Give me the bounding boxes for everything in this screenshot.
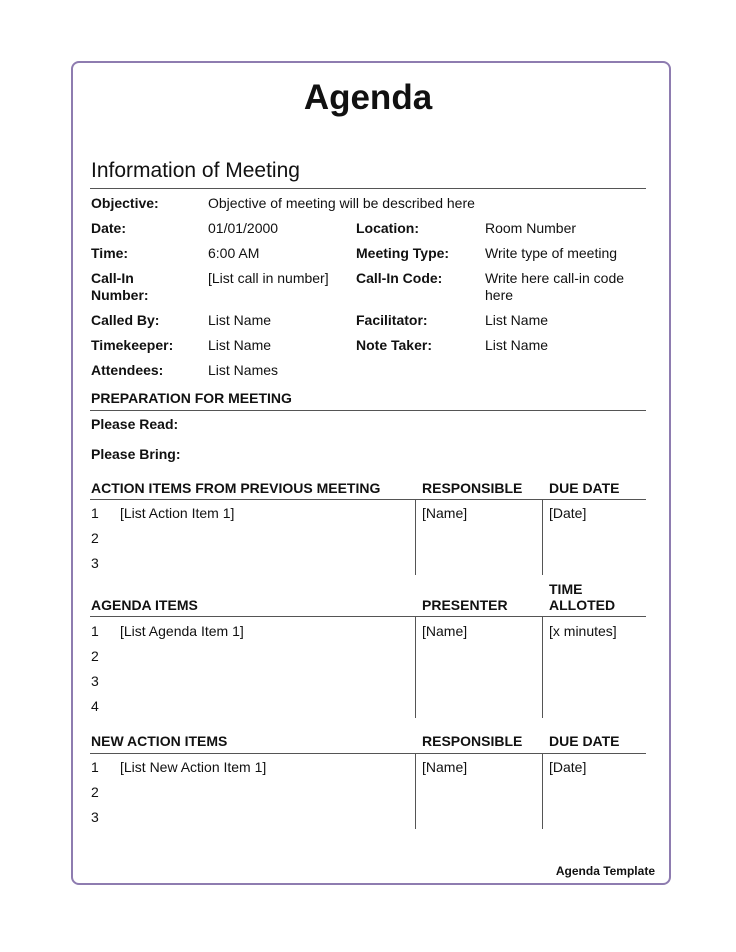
column-divider <box>542 754 543 829</box>
footer-label: Agenda Template <box>555 864 655 878</box>
time-value: 6:00 AM <box>208 245 260 261</box>
responsible-name: [Name] <box>422 759 468 775</box>
date-label: Date: <box>91 220 127 236</box>
row-number: 3 <box>91 809 99 825</box>
column-divider <box>415 617 416 718</box>
called-by-label: Called By: <box>91 312 160 328</box>
time-label: Time: <box>91 245 129 261</box>
page-title: Agenda <box>303 78 433 117</box>
row-number: 3 <box>91 673 99 689</box>
meeting-type-label: Meeting Type: <box>356 245 450 261</box>
row-number: 1 <box>91 505 99 521</box>
presenter-header: PRESENTER <box>422 597 508 613</box>
row-number: 2 <box>91 648 99 664</box>
action-item: [List Action Item 1] <box>120 505 235 521</box>
new-actions-divider <box>90 753 646 754</box>
callin-number-value: [List call in number] <box>208 270 329 286</box>
new-action-item: [List New Action Item 1] <box>120 759 267 775</box>
column-divider <box>542 500 543 575</box>
time-alloted: [x minutes] <box>549 623 617 639</box>
previous-responsible-header: RESPONSIBLE <box>422 480 523 496</box>
info-divider <box>90 188 646 189</box>
presenter-name: [Name] <box>422 623 468 639</box>
row-number: 4 <box>91 698 99 714</box>
location-label: Location: <box>356 220 419 236</box>
timekeeper-value: List Name <box>208 337 272 353</box>
alloted-header: ALLOTED <box>549 597 616 613</box>
info-heading: Information of Meeting <box>91 159 300 182</box>
agenda-item: [List Agenda Item 1] <box>120 623 244 639</box>
agenda-items-header: AGENDA ITEMS <box>91 597 198 613</box>
due-date: [Date] <box>549 759 587 775</box>
location-value: Room Number <box>485 220 577 236</box>
objective-label: Objective: <box>91 195 159 211</box>
note-taker-label: Note Taker: <box>356 337 432 353</box>
please-read-label: Please Read: <box>91 416 179 432</box>
callin-number-label-2: Number: <box>91 287 149 303</box>
timekeeper-label: Timekeeper: <box>91 337 174 353</box>
objective-value: Objective of meeting will be described here <box>208 195 475 211</box>
attendees-label: Attendees: <box>91 362 164 378</box>
note-taker-value: List Name <box>485 337 549 353</box>
please-bring-label: Please Bring: <box>91 446 181 462</box>
previous-due-date-header: DUE DATE <box>549 480 620 496</box>
new-responsible-header: RESPONSIBLE <box>422 733 523 749</box>
facilitator-value: List Name <box>485 312 549 328</box>
row-number: 2 <box>91 784 99 800</box>
preparation-heading: PREPARATION FOR MEETING <box>91 390 292 406</box>
callin-code-label: Call-In Code: <box>356 270 443 286</box>
row-number: 1 <box>91 759 99 775</box>
agenda-items-divider <box>90 616 646 617</box>
callin-number-label-1: Call-In <box>91 270 134 286</box>
responsible-name: [Name] <box>422 505 468 521</box>
preparation-divider <box>90 410 646 411</box>
row-number: 3 <box>91 555 99 571</box>
row-number: 2 <box>91 530 99 546</box>
previous-actions-divider <box>90 499 646 500</box>
date-value: 01/01/2000 <box>208 220 279 236</box>
facilitator-label: Facilitator: <box>356 312 428 328</box>
meeting-type-value: Write type of meeting <box>485 245 618 261</box>
column-divider <box>415 500 416 575</box>
column-divider <box>415 754 416 829</box>
column-divider <box>542 617 543 718</box>
callin-code-value-2: here <box>485 287 514 303</box>
row-number: 1 <box>91 623 99 639</box>
time-header: TIME <box>549 581 583 597</box>
called-by-value: List Name <box>208 312 272 328</box>
due-date: [Date] <box>549 505 587 521</box>
previous-actions-header: ACTION ITEMS FROM PREVIOUS MEETING <box>91 480 381 496</box>
new-actions-header: NEW ACTION ITEMS <box>91 733 228 749</box>
attendees-value: List Names <box>208 362 279 378</box>
new-due-date-header: DUE DATE <box>549 733 620 749</box>
callin-code-value-1: Write here call-in code <box>485 270 625 286</box>
